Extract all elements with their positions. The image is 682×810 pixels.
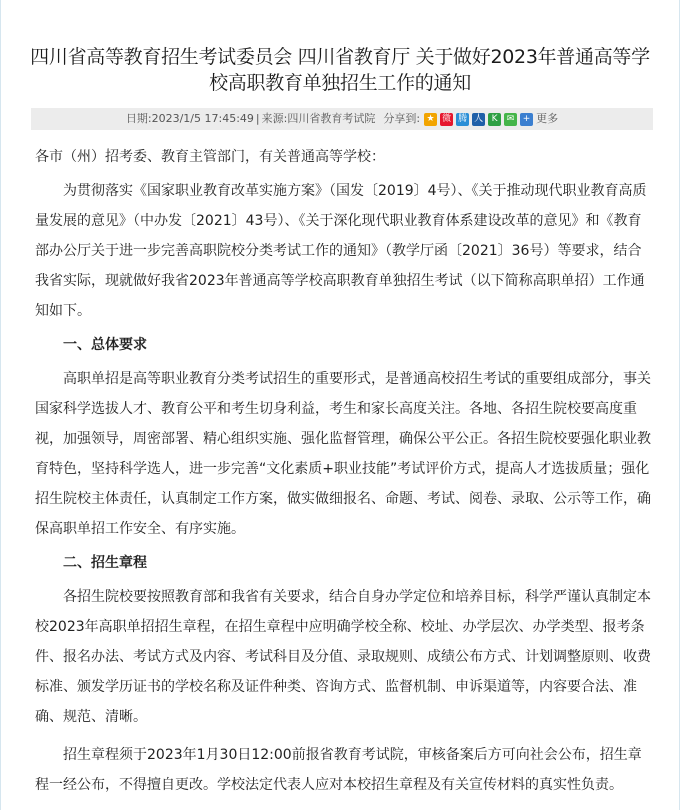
meta-separator: |	[255, 112, 260, 125]
more-share-icon[interactable]: +	[520, 113, 533, 126]
section-heading-admission-charter: 二、招生章程	[63, 555, 147, 571]
section-heading-general-requirements: 一、总体要求	[63, 337, 147, 353]
weibo-icon[interactable]: 微	[442, 113, 452, 124]
publish-date: 日期:2023/1/5 17:45:49	[125, 112, 254, 125]
kaixin-icon[interactable]: K	[488, 113, 501, 126]
title-line-2: 校高职教育单独招生工作的通知	[209, 72, 471, 94]
section-paragraph-admission-charter-1: 各招生院校要按照教育部和我省有关要求，结合自身办学定位和培养目标，科学严谨认真制定本校2023年高职单招招生章程，在招生章程中应明确学校全称、校址、办学层次、办学类型、报考条件、报名办法、考试方式及内容、考试科目及分值、录取规则、成绩公布方式、计划调整原则、收费标准、颁发学历证书的学校名称及证件种类、咨询方式、监督机制、申诉渠道等，内容要合法、准确、规范、清晰。	[35, 589, 651, 725]
article-source: 来源:四川省教育考试院	[261, 112, 376, 125]
intro-paragraph: 为贯彻落实《国家职业教育改革实施方案》（国发〔2019〕4号）、《关于推动现代职业教育高质量发展的意见》（中办发〔2021〕43号）、《关于深化现代职业教育体系建设改革的意见》和《教育部办公厅关于进一步完善高职院校分类考试工作的通知》（教学厅函〔2021〕36号）等要求，结合我省实际，现就做好我省2023年普通高等学校高职教育单独招生考试（以下简称高职单招）工作通知如下。	[35, 183, 647, 319]
share-more-link[interactable]: 更多	[536, 112, 559, 125]
article-body	[1, 142, 679, 800]
renren-icon[interactable]: 人	[474, 113, 484, 124]
greeting-line: 各市（州）招考委、教育主管部门，有关普通高等学校：	[35, 149, 385, 165]
tencent-weibo-icon[interactable]: 腾	[458, 113, 468, 124]
share-icon-group	[424, 113, 533, 126]
title-line-1: 四川省高等教育招生考试委员会 四川省教育厅 关于做好2023年普通高等学	[30, 46, 650, 68]
qzone-icon[interactable]: ★	[424, 113, 437, 126]
section-paragraph-general-requirements: 高职单招是高等职业教育分类考试招生的重要形式，是普通高校招生考试的重要组成部分，事关国家科学选拔人才、教育公平和考生切身利益，考生和家长高度关注。各地、各招生院校要高度重视，加强领导，周密部署、精心组织实施、强化监督管理，确保公平公正。各招生院校要强化职业教育特色，坚持科学选人，进一步完善“文化素质+职业技能”考试评价方式，提高人才选拔质量；强化招生院校主体责任，认真制定工作方案，做实做细报名、命题、考试、阅卷、录取、公示等工作，确保高职单招工作安全、有序实施。	[35, 371, 651, 537]
share-label: 分享到:	[383, 112, 421, 125]
article-title	[1, 0, 679, 96]
article-meta-bar	[31, 108, 653, 130]
section-paragraph-admission-charter-2: 招生章程须于2023年1月30日12:00前报省教育考试院，审核备案后方可向社会公布，招生章程一经公布，不得擅自更改。学校法定代表人应对本校招生章程及有关宣传材料的真实性负责。	[35, 747, 642, 793]
wechat-icon[interactable]: ✉	[504, 113, 517, 126]
